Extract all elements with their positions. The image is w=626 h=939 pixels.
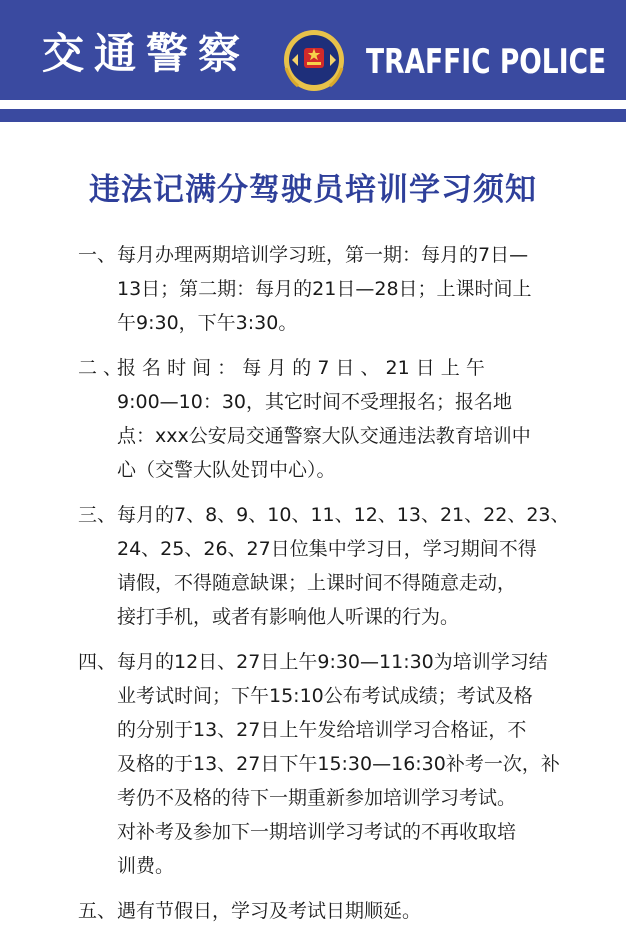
notice-item-4 xyxy=(78,645,578,883)
document-title: 违法记满分驾驶员培训学习须知 xyxy=(89,172,537,208)
police-badge-icon xyxy=(276,24,352,100)
item-line: 考仍不及格的待下一期重新参加培训学习考试。 xyxy=(117,787,517,809)
item-line: 13日；第二期：每月的21日—28日；上课时间上 xyxy=(117,278,532,300)
item-line: 心（交警大队处罚中心）。 xyxy=(117,459,336,481)
item-line: 对补考及参加下一期培训学习考试的不再收取培 xyxy=(117,821,517,843)
item-line: 9:00—10：30，其它时间不受理报名；报名地 xyxy=(117,391,513,413)
item-line: 24、25、26、27日位集中学习日，学习期间不得 xyxy=(117,538,537,560)
item-line: 点：xxx公安局交通警察大队交通违法教育培训中 xyxy=(117,425,531,447)
header-title-english: TRAFFIC POLICE xyxy=(366,42,607,82)
item-line: 业考试时间；下午15:10公布考试成绩；考试及格 xyxy=(117,685,533,707)
item-line: 报 名 时 间 ： 每 月 的 7 日 、 21 日 上 午 xyxy=(117,357,485,379)
item-line: 每月的7、8、9、10、11、12、13、21、22、23、 xyxy=(117,504,570,526)
item-line: 的分别于13、27日上午发给培训学习合格证，不 xyxy=(117,719,527,741)
item-line: 午9:30，下午3:30。 xyxy=(117,312,298,334)
item-number: 五、 xyxy=(78,900,117,922)
notice-item-2 xyxy=(78,351,578,487)
item-line: 每月办理两期培训学习班，第一期：每月的7日— xyxy=(117,244,529,266)
header-banner xyxy=(0,0,626,100)
item-line: 遇有节假日，学习及考试日期顺延。 xyxy=(117,900,422,922)
notice-item-1 xyxy=(78,238,578,340)
item-number: 四、 xyxy=(78,651,117,673)
header-title-chinese: 交通警察 xyxy=(42,29,251,78)
item-number: 二 、 xyxy=(78,357,123,379)
header-stripe-blue xyxy=(0,109,626,122)
header-stripe-white xyxy=(0,100,626,109)
item-line: 请假，不得随意缺课；上课时间不得随意走动， xyxy=(117,572,517,594)
item-number: 一、 xyxy=(78,244,117,266)
item-number: 三、 xyxy=(78,504,117,526)
item-line: 及格的于13、27日下午15:30—16:30补考一次，补 xyxy=(117,753,560,775)
item-line: 每月的12日、27日上午9:30—11:30为培训学习结 xyxy=(117,651,548,673)
notice-item-5 xyxy=(78,894,578,928)
notice-items xyxy=(78,238,578,939)
item-line: 训费。 xyxy=(117,855,175,877)
notice-item-3 xyxy=(78,498,578,634)
item-line: 接打手机，或者有影响他人听课的行为。 xyxy=(117,606,460,628)
